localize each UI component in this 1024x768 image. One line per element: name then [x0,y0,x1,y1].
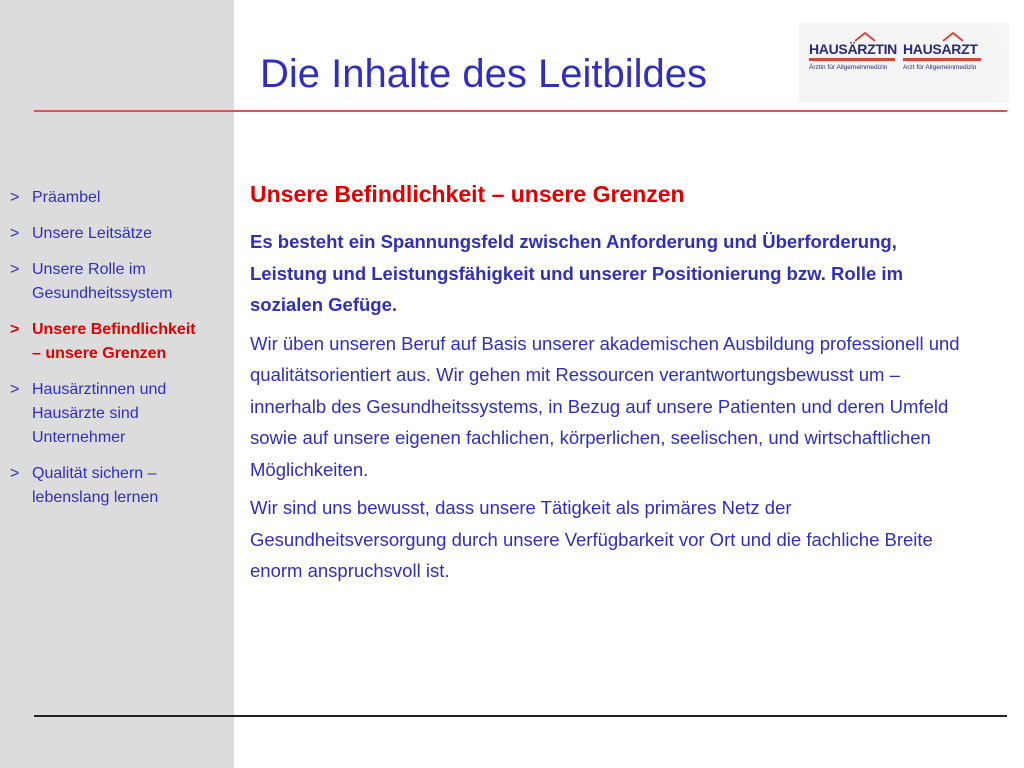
logo-subtitle-aerztin: Ärztin für Allgemeinmedizin [809,64,888,71]
sidebar-nav [10,186,236,522]
logo-subtitle-arzt: Arzt für Allgemeinmedizin [903,64,977,71]
caret-icon: > [10,189,20,206]
caret-icon: > [10,261,20,278]
nav-item-label: Unsere Rolle im Gesundheitssystem [32,261,173,302]
nav-item-leitsaetze[interactable] [10,222,236,246]
logo-hausaerztin [809,41,897,71]
caret-icon: > [10,381,20,398]
title-divider [34,110,1007,112]
nav-item-unternehmer[interactable] [10,378,236,450]
nav-item-label: Qualität sichern – lebenslang lernen [32,465,159,506]
caret-icon: > [10,321,20,338]
caret-icon: > [10,465,20,482]
logo-underline [903,58,981,61]
nav-item-praeambel[interactable] [10,186,236,210]
roof-icon [809,31,895,43]
nav-item-qualitaet[interactable] [10,462,236,510]
footer-divider [34,715,1007,717]
logo-hausarzt [903,41,981,71]
nav-item-label: Präambel [32,189,101,206]
logo-underline [809,58,895,61]
nav-item-label: Hausärztinnen und Hausärzte sind Unternehmer [32,381,167,446]
slide-title: Die Inhalte des Leitbildes [260,52,707,96]
logo-word-hausaerztin: HAUSÄRZTIN [809,41,897,57]
hausarzt-logo [799,23,1009,103]
nav-item-label: Unsere Leitsätze [32,225,153,242]
section-heading: Unsere Befindlichkeit – unsere Grenzen [250,181,685,207]
body-paragraph: Wir sind uns bewusst, dass unsere Tätigkeit als primäres Netz der Gesundheitsversorgung durch unsere Verfügbarkeit vor Ort und die fachliche Breite enorm anspruchsvoll ist. [250,497,933,581]
roof-icon [903,31,989,43]
nav-item-befindlichkeit[interactable] [10,318,236,366]
nav-item-label: Unsere Befindlichkeit – unsere Grenzen [32,321,196,362]
lead-paragraph: Es besteht ein Spannungsfeld zwischen Anforderung und Überforderung, Leistung und Leistungsfähigkeit und unserer Positionierung bzw. Rolle im sozialen Gefüge. [250,231,904,315]
nav-item-rolle[interactable] [10,258,236,306]
caret-icon: > [10,225,20,242]
section-body [250,226,970,594]
logo-word-hausarzt: HAUSARZT [903,41,978,57]
body-paragraph: Wir üben unseren Beruf auf Basis unserer akademischen Ausbildung professionell und qualitätsorientiert aus. Wir gehen mit Ressourcen verantwortungsbewusst um – innerhalb des Gesundheitssystems, in Bezug auf unsere Patienten und deren Umfeld sowie auf unsere eigenen fachlichen, körperlichen, seelischen, und wirtschaftlichen Möglichkeiten. [250,332,960,480]
